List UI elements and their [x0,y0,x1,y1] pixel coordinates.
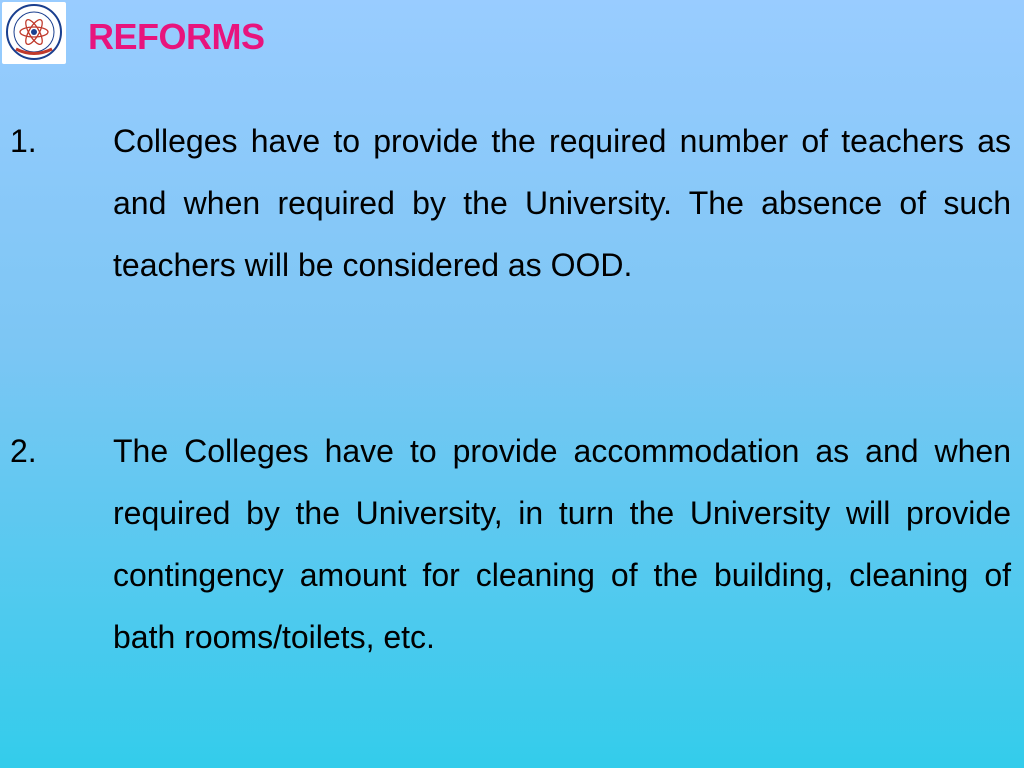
item-number: 2. [10,433,37,469]
slide-title: REFORMS [88,16,265,57]
item-number: 1. [10,123,37,159]
item-text: Colleges have to provide the required number of teachers as and when required by the University. The absence of such teachers will be considered as OOD. [113,123,1011,283]
item-text: The Colleges have to provide accommodation as and when required by the University, in turn the University will provide contingency amount for cleaning of the building, cleaning of bath rooms/toilets, etc. [113,433,1011,655]
university-emblem-icon [2,2,66,64]
